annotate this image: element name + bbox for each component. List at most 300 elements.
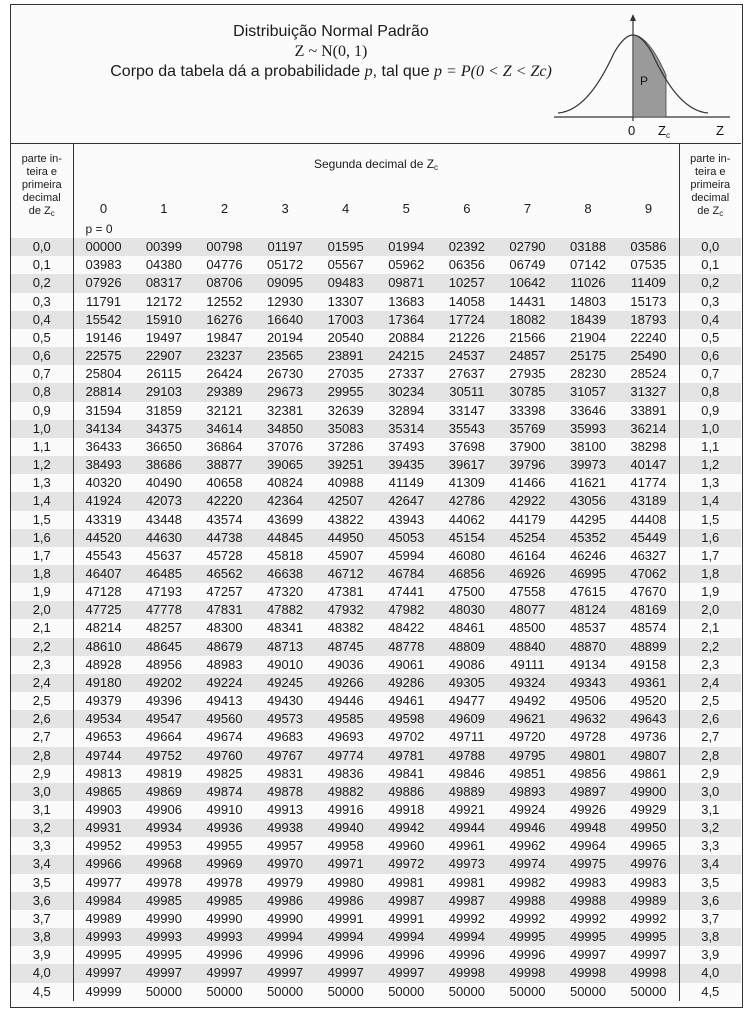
table-cell: 45637 [134,547,195,565]
row-label-left: 1,5 [11,511,73,529]
table-cell: 47725 [73,601,134,619]
p-zero-label: p = 0 [73,220,679,238]
table-cell: 50000 [437,983,498,1001]
table-cell: 26115 [134,365,195,383]
table-cell: 17364 [376,311,437,329]
row-label-left: 2,0 [11,601,73,619]
table-cell: 21566 [497,329,558,347]
table-cell: 04776 [194,256,255,274]
table-cell: 44295 [558,511,619,529]
table-cell: 45994 [376,547,437,565]
table-cell: 14803 [558,293,619,311]
table-row [11,855,741,873]
table-cell: 49846 [437,765,498,783]
table-cell: 43448 [134,511,195,529]
table-row [11,892,741,910]
row-label-right: 3,1 [679,801,741,819]
table-cell: 50000 [376,983,437,1001]
table-row [11,638,741,656]
table-cell: 49086 [437,656,498,674]
table-cell: 49981 [376,874,437,892]
table-cell: 48537 [558,619,619,637]
row-label-left: 1,1 [11,438,73,456]
table-cell: 07535 [618,256,679,274]
table-cell: 35543 [437,420,498,438]
table-cell: 08706 [194,274,255,292]
table-cell: 48500 [497,619,558,637]
table-cell: 41309 [437,474,498,492]
row-label-left: 1,0 [11,420,73,438]
table-cell: 49305 [437,674,498,692]
table-cell: 46638 [255,565,316,583]
table-cell: 49774 [315,747,376,765]
table-cell: 49974 [497,855,558,873]
table-cell: 49841 [376,765,437,783]
table-cell: 49940 [315,819,376,837]
table-cell: 48124 [558,601,619,619]
table-cell: 46327 [618,547,679,565]
table-cell: 49992 [497,910,558,928]
table-cell: 45907 [315,547,376,565]
right-column-header [679,143,741,220]
row-label-right: 0,5 [679,329,741,347]
table-row [11,674,741,692]
table-cell: 49992 [437,910,498,928]
table-cell: 49693 [315,728,376,746]
table-cell: 48645 [134,638,195,656]
table-cell: 49992 [558,910,619,928]
table-cell: 16640 [255,311,316,329]
table-cell: 49903 [73,801,134,819]
table-cell: 49324 [497,674,558,692]
table-row [11,946,741,964]
table-cell: 18793 [618,311,679,329]
y-axis-arrow [630,14,636,21]
table-cell: 49856 [558,765,619,783]
table-cell: 41774 [618,474,679,492]
table-cell: 49996 [376,946,437,964]
table-cell: 49560 [194,710,255,728]
table-row [11,511,741,529]
table-cell: 49938 [255,819,316,837]
table-cell: 35769 [497,420,558,438]
table-cell: 43699 [255,511,316,529]
row-label-left: 0,4 [11,311,73,329]
table-cell: 27337 [376,365,437,383]
table-cell: 43822 [315,511,376,529]
row-label-right: 3,9 [679,946,741,964]
table-row [11,928,741,946]
table-cell: 49997 [558,946,619,964]
table-cell: 49992 [618,910,679,928]
table-cell: 49900 [618,783,679,801]
table-cell: 49989 [73,910,134,928]
table-cell: 20194 [255,329,316,347]
table-cell: 49991 [376,910,437,928]
table-row [11,837,741,855]
table-cell: 26730 [255,365,316,383]
table-cell: 43189 [618,492,679,510]
table-cell: 49997 [618,946,679,964]
table-row [11,601,741,619]
column-header-3: 3 [281,200,289,216]
row-label-right: 2,5 [679,692,741,710]
table-cell: 48745 [315,638,376,656]
table-cell: 48870 [558,638,619,656]
table-cell: 49918 [376,801,437,819]
row-label-left: 2,8 [11,747,73,765]
table-cell: 49996 [315,946,376,964]
distribution-notation: Z ~ N(0, 1) [294,43,368,60]
table-cell: 48809 [437,638,498,656]
table-cell: 49948 [558,819,619,837]
description-prefix: Corpo da tabela dá a probabilidade [110,63,361,80]
table-cell: 47615 [558,583,619,601]
table-cell: 36214 [618,420,679,438]
table-cell: 49702 [376,728,437,746]
table-cell: 49982 [497,874,558,892]
table-cell: 49286 [376,674,437,692]
table-cell: 49632 [558,710,619,728]
table-cell: 47882 [255,601,316,619]
table-cell: 49960 [376,837,437,855]
table-cell: 48840 [497,638,558,656]
table-cell: 34375 [134,420,195,438]
row-label-right: 3,2 [679,819,741,837]
table-cell: 38877 [194,456,255,474]
table-cell: 49361 [618,674,679,692]
table-cell: 49986 [255,892,316,910]
table-cell: 13683 [376,293,437,311]
table-cell: 18439 [558,311,619,329]
table-cell: 25175 [558,347,619,365]
table-cell: 36650 [134,438,195,456]
table-cell: 49997 [73,964,134,982]
second-decimal-header [73,143,679,191]
table-cell: 49990 [255,910,316,928]
table-cell: 49396 [134,692,195,710]
table-cell: 46995 [558,565,619,583]
table-row [11,964,741,982]
table-cell: 25804 [73,365,134,383]
table-cell: 50000 [618,983,679,1001]
table-cell: 45254 [497,529,558,547]
axis-zero-label: 0 [628,123,636,138]
table-cell: 49957 [255,837,316,855]
table-cell: 48214 [73,619,134,637]
row-label-left: 3,7 [11,910,73,928]
table-cell: 38100 [558,438,619,456]
table-cell: 24857 [497,347,558,365]
table-cell: 49061 [376,656,437,674]
table-cell: 46562 [194,565,255,583]
table-cell: 49958 [315,837,376,855]
table-cell: 39251 [315,456,376,474]
table-cell: 49343 [558,674,619,692]
table-cell: 50000 [497,983,558,1001]
table-cell: 49994 [315,928,376,946]
table-cell: 49878 [255,783,316,801]
table-cell: 15173 [618,293,679,311]
table-cell: 49924 [497,801,558,819]
table-cell: 50000 [194,983,255,1001]
table-cell: 35314 [376,420,437,438]
row-label-right: 0,6 [679,347,741,365]
table-cell: 08317 [134,274,195,292]
table-header-panel [11,5,741,144]
row-label-left: 3,4 [11,855,73,873]
table-cell: 48713 [255,638,316,656]
row-label-right: 2,9 [679,765,741,783]
table-cell: 49547 [134,710,195,728]
row-label-right: 1,9 [679,583,741,601]
table-cell: 49413 [194,692,255,710]
row-label-left: 0,2 [11,274,73,292]
table-cell: 49736 [618,728,679,746]
table-cell: 43319 [73,511,134,529]
left-column-header-sub: c [50,209,55,218]
table-cell: 49975 [558,855,619,873]
row-label-left: 2,9 [11,765,73,783]
row-label-right: 2,3 [679,656,741,674]
table-cell: 49998 [437,964,498,982]
row-label-left: 1,8 [11,565,73,583]
table-cell: 49983 [558,874,619,892]
row-label-left: 1,6 [11,529,73,547]
table-cell: 49245 [255,674,316,692]
row-label-right: 0,4 [679,311,741,329]
table-cell: 46164 [497,547,558,565]
table-cell: 49506 [558,692,619,710]
axis-z-label: Z [716,123,724,138]
table-row [11,656,741,674]
row-label-left: 0,3 [11,293,73,311]
table-cell: 49036 [315,656,376,674]
table-row [11,819,741,837]
table-cell: 49987 [376,892,437,910]
table-cell: 49711 [437,728,498,746]
p-zero-row [11,220,741,238]
table-cell: 49952 [73,837,134,855]
table-row [11,238,741,256]
row-label-left: 4,5 [11,983,73,1001]
table-cell: 37493 [376,438,437,456]
area-label: P [640,74,649,88]
table-cell: 49861 [618,765,679,783]
table-cell: 48030 [437,601,498,619]
table-cell: 50000 [134,983,195,1001]
table-cell: 47381 [315,583,376,601]
table-cell: 33646 [558,402,619,420]
table-cell: 27637 [437,365,498,383]
table-cell: 48574 [618,619,679,637]
table-cell: 34850 [255,420,316,438]
table-cell: 49969 [194,855,255,873]
row-label-right: 1,1 [679,438,741,456]
p-zero-left [11,220,73,238]
table-cell: 49831 [255,765,316,783]
table-cell: 42364 [255,492,316,510]
column-header-7: 7 [523,200,532,216]
right-column-header-line: decimal [691,192,730,204]
table-cell: 47831 [194,601,255,619]
table-cell: 33398 [497,402,558,420]
table-cell: 49988 [497,892,558,910]
table-cell: 30511 [437,383,498,401]
table-row [11,402,741,420]
table-cell: 39973 [558,456,619,474]
column-header-0: 0 [99,200,108,216]
table-cell: 43574 [194,511,255,529]
table-cell: 03983 [73,256,134,274]
row-label-left: 3,6 [11,892,73,910]
table-row [11,256,741,274]
table-cell: 37286 [315,438,376,456]
left-column-header-line: decimal [22,192,61,204]
row-label-right: 0,3 [679,293,741,311]
row-label-left: 1,4 [11,492,73,510]
table-cell: 49984 [73,892,134,910]
table-cell: 39435 [376,456,437,474]
table-cell: 49931 [73,819,134,837]
table-cell: 48169 [618,601,679,619]
table-cell: 49752 [134,747,195,765]
table-cell: 49865 [73,783,134,801]
table-cell: 10642 [497,274,558,292]
table-cell: 48300 [194,619,255,637]
table-cell: 49720 [497,728,558,746]
table-cell: 42220 [194,492,255,510]
table-cell: 46856 [437,565,498,583]
table-cell: 45053 [376,529,437,547]
table-cell: 49910 [194,801,255,819]
table-cell: 49978 [194,874,255,892]
row-label-right: 2,1 [679,619,741,637]
table-cell: 49477 [437,692,498,710]
table-cell: 28524 [618,365,679,383]
column-digits-row [11,191,741,220]
table-cell: 49962 [497,837,558,855]
table-cell: 45449 [618,529,679,547]
table-cell: 44950 [315,529,376,547]
table-cell: 46784 [376,565,437,583]
table-cell: 49968 [134,855,195,873]
row-label-right: 0,0 [679,238,741,256]
table-cell: 40988 [315,474,376,492]
table-cell: 47670 [618,583,679,601]
column-header-2: 2 [220,200,229,216]
table-cell: 49520 [618,692,679,710]
row-label-left: 2,1 [11,619,73,637]
table-cell: 12552 [194,293,255,311]
table-cell: 40824 [255,474,316,492]
table-cell: 49760 [194,747,255,765]
table-cell: 37076 [255,438,316,456]
table-cell: 01197 [255,238,316,256]
table-cell: 39796 [497,456,558,474]
table-cell: 46407 [73,565,134,583]
table-cell: 10257 [437,274,498,292]
left-column-header-line: teira e [26,166,58,178]
table-cell: 29673 [255,383,316,401]
table-cell: 06749 [497,256,558,274]
row-label-right: 1,3 [679,474,741,492]
table-cell: 36433 [73,438,134,456]
table-cell: 44520 [73,529,134,547]
table-cell: 49993 [194,928,255,946]
table-cell: 49993 [73,928,134,946]
row-label-right: 2,7 [679,728,741,746]
table-cell: 49653 [73,728,134,746]
table-cell: 22907 [134,347,195,365]
table-cell: 49379 [73,692,134,710]
row-label-right: 0,1 [679,256,741,274]
row-label-left: 3,9 [11,946,73,964]
table-cell: 31057 [558,383,619,401]
row-label-left: 3,1 [11,801,73,819]
table-cell: 47193 [134,583,195,601]
table-cell: 49991 [315,910,376,928]
row-label-right: 2,0 [679,601,741,619]
right-column-header-line: de Z [697,205,720,217]
table-cell: 48778 [376,638,437,656]
table-cell: 49906 [134,801,195,819]
table-cell: 34134 [73,420,134,438]
table-cell: 49997 [194,964,255,982]
table-cell: 49882 [315,783,376,801]
table-cell: 49997 [376,964,437,982]
table-cell: 49953 [134,837,195,855]
row-label-left: 3,0 [11,783,73,801]
table-row [11,438,741,456]
table-cell: 42786 [437,492,498,510]
table-row [11,329,741,347]
table-cell: 42073 [134,492,195,510]
table-cell: 49430 [255,692,316,710]
table-cell: 40490 [134,474,195,492]
table-cell: 17724 [437,311,498,329]
table-cell: 49158 [618,656,679,674]
table-cell: 49978 [134,874,195,892]
table-cell: 49202 [134,674,195,692]
table-cell: 49869 [134,783,195,801]
table-cell: 12930 [255,293,316,311]
table-cell: 49598 [376,710,437,728]
row-label-right: 1,6 [679,529,741,547]
row-label-right: 0,2 [679,274,741,292]
table-row [11,311,741,329]
table-cell: 49224 [194,674,255,692]
left-column-header-line: parte in- [21,153,62,165]
table-cell: 48077 [497,601,558,619]
table-cell: 47778 [134,601,195,619]
right-column-header-line: teira e [694,166,726,178]
table-cell: 49111 [497,656,558,674]
column-header-5: 5 [402,200,410,216]
left-column-header [11,143,73,220]
table-cell: 49966 [73,855,134,873]
table-cell: 09095 [255,274,316,292]
table-cell: 01595 [315,238,376,256]
table-row [11,456,741,474]
table-cell: 49965 [618,837,679,855]
table-cell: 12172 [134,293,195,311]
table-cell: 49621 [497,710,558,728]
table-cell: 49683 [255,728,316,746]
table-cell: 48956 [134,656,195,674]
table-cell: 47128 [73,583,134,601]
table-cell: 49728 [558,728,619,746]
